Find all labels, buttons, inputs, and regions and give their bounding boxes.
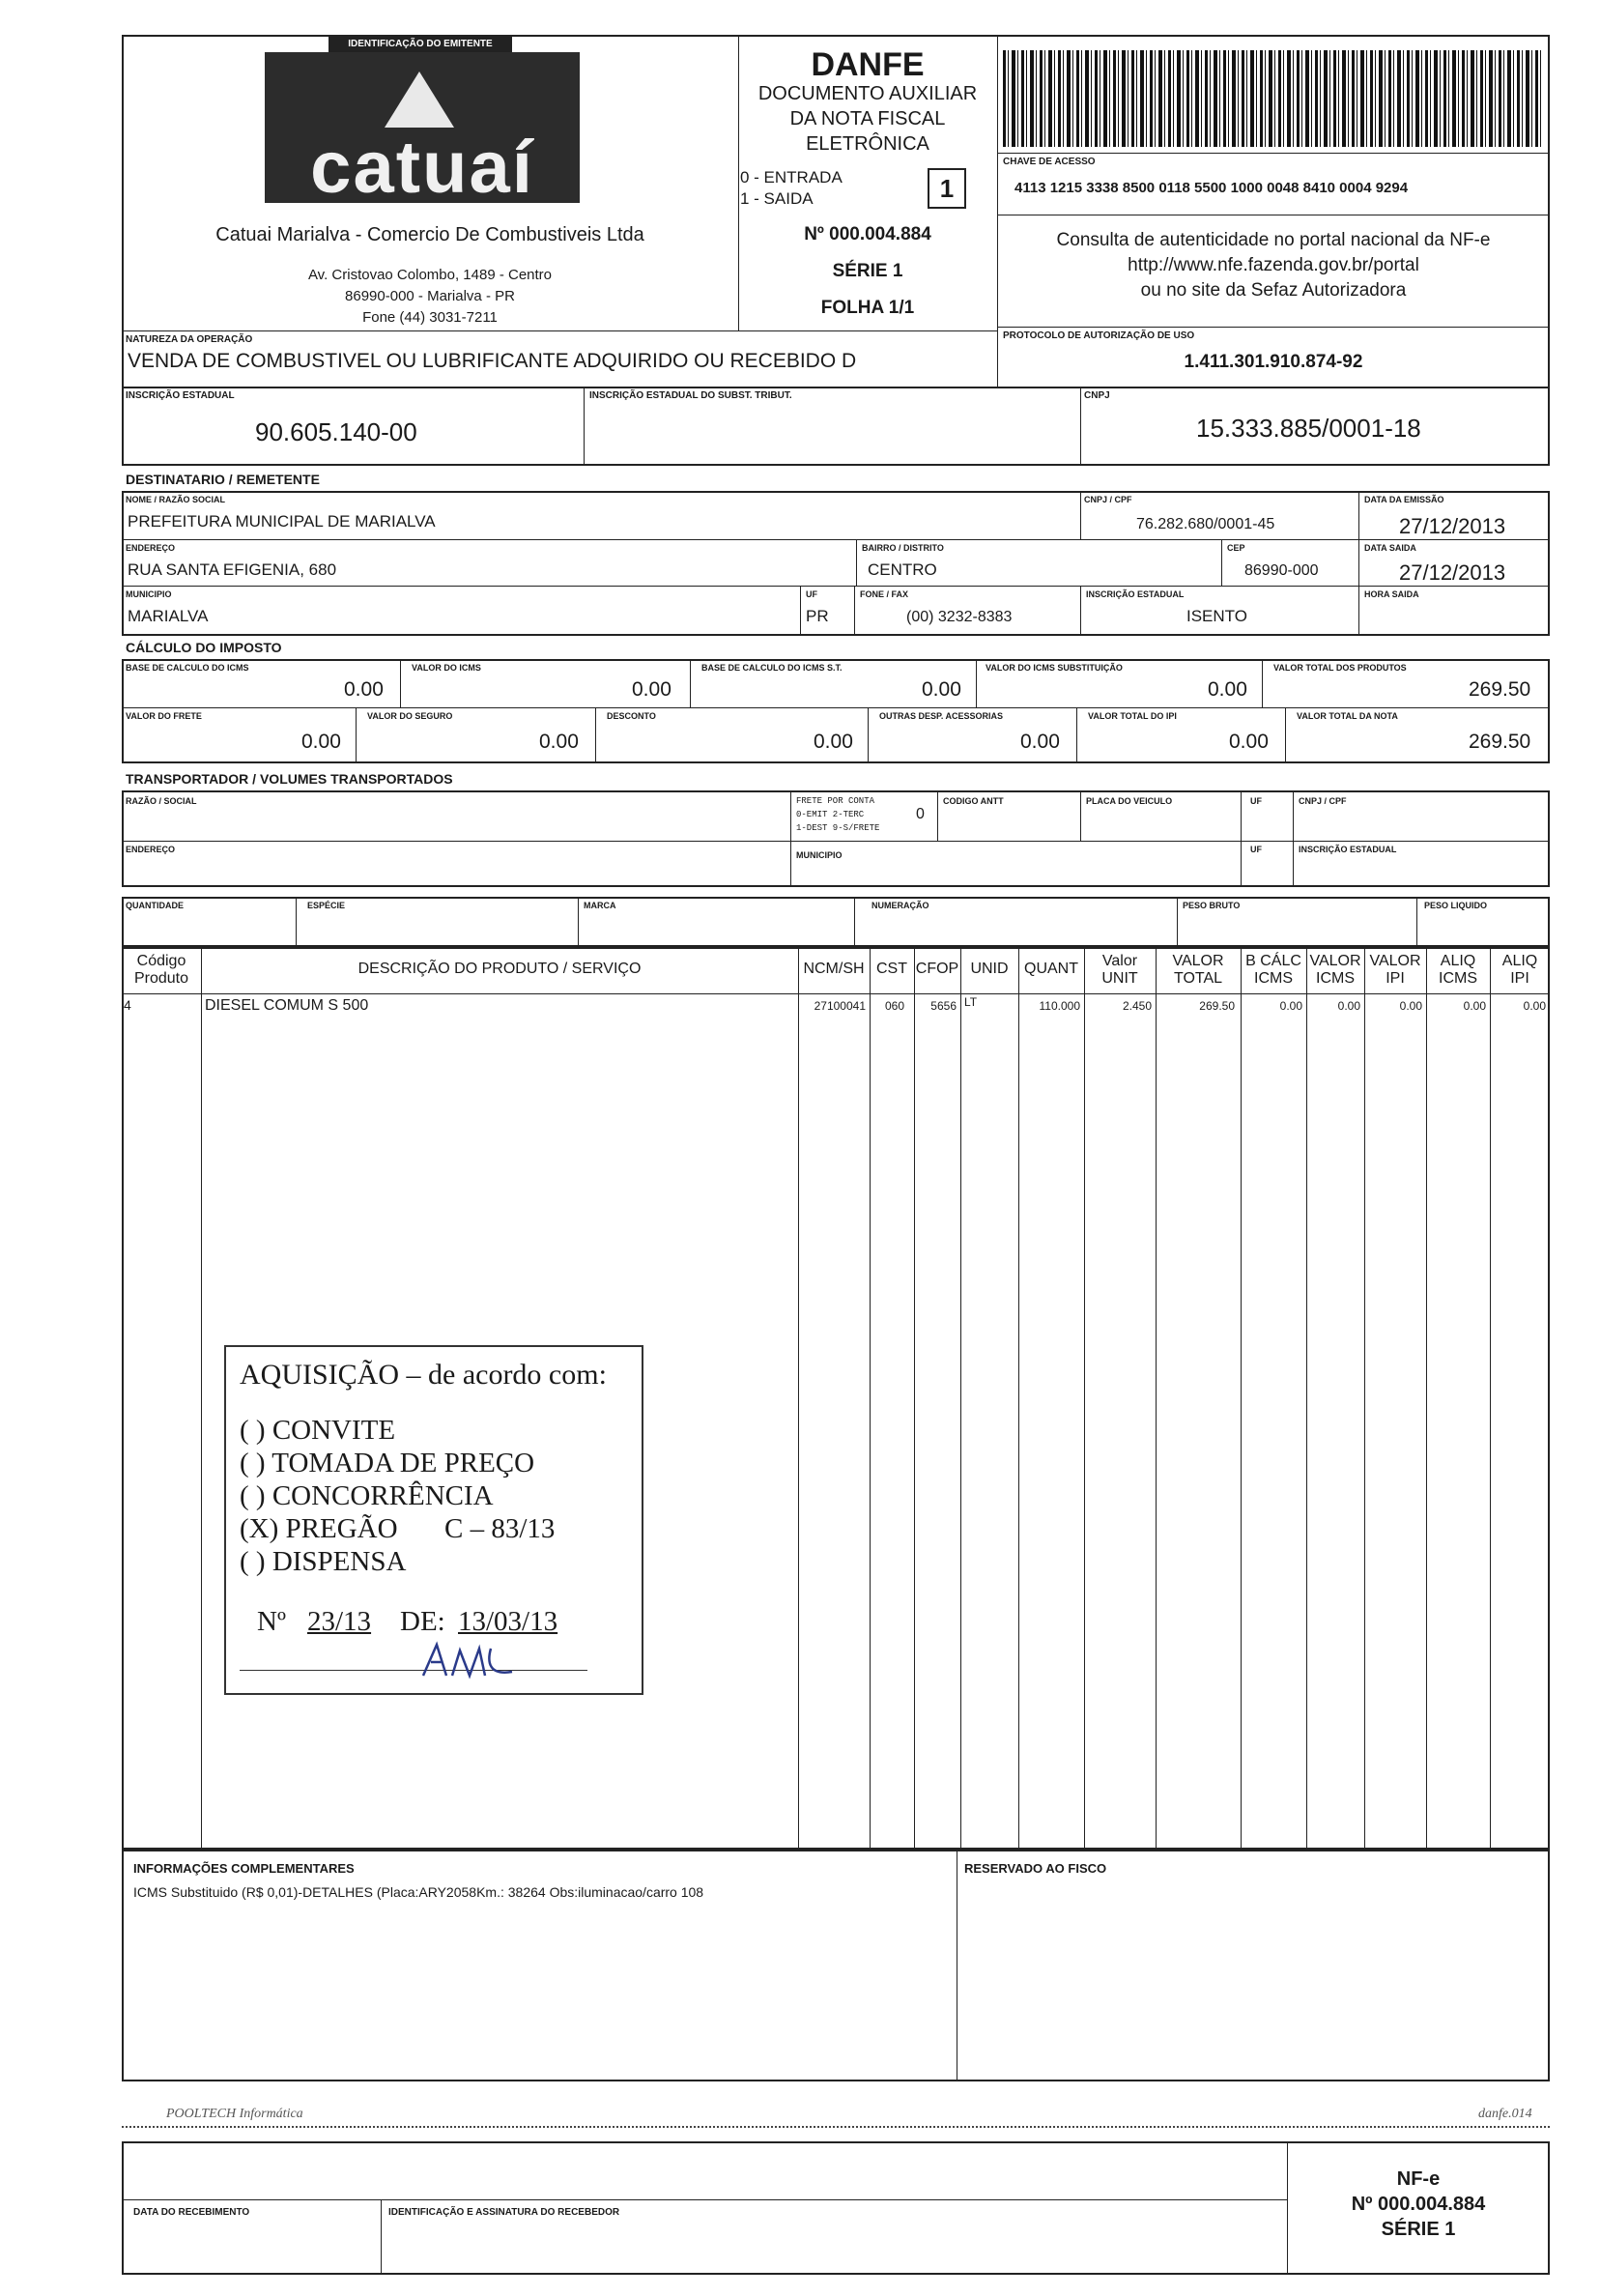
emitente-razao-social: Catuai Marialva - Comercio De Combustiveis Ltda bbox=[215, 224, 644, 245]
row-vipi: 0.00 bbox=[1399, 999, 1422, 1013]
stamp-option-convite: ( ) CONVITE bbox=[240, 1415, 396, 1446]
dest-hora-saida-label: HORA SAIDA bbox=[1364, 589, 1419, 599]
col-aliq-icms-header: ALIQ ICMS bbox=[1439, 953, 1477, 987]
stamp-num: 23/13 bbox=[307, 1606, 372, 1637]
chave-label: CHAVE DE ACESSO bbox=[1003, 157, 1096, 167]
emitente-cep-cidade: 86990-000 - Marialva - PR bbox=[345, 288, 515, 304]
complementares-label: INFORMAÇÕES COMPLEMENTARES bbox=[133, 1861, 355, 1876]
transp-ie-label: INSCRIÇÃO ESTADUAL bbox=[1299, 845, 1397, 854]
row-descricao: DIESEL COMUM S 500 bbox=[205, 997, 369, 1014]
canhoto-serie: SÉRIE 1 bbox=[1381, 2219, 1456, 2240]
seguro-label: VALOR DO SEGURO bbox=[367, 711, 453, 721]
desconto-label: DESCONTO bbox=[607, 711, 656, 721]
natureza-value: VENDA DE COMBUSTIVEL OU LUBRIFICANTE ADQUIRIDO OU RECEBIDO D bbox=[128, 350, 857, 372]
danfe-tipo-box: 1 bbox=[928, 168, 966, 209]
v-nota-value: 269.50 bbox=[1469, 731, 1531, 753]
dest-endereco: RUA SANTA EFIGENIA, 680 bbox=[128, 560, 337, 579]
dest-ie-label: INSCRIÇÃO ESTADUAL bbox=[1086, 589, 1185, 599]
data-recebimento-label: DATA DO RECEBIMENTO bbox=[133, 2207, 250, 2218]
row-vtotal: 269.50 bbox=[1199, 999, 1235, 1013]
emitente-cnpj-value: 15.333.885/0001-18 bbox=[1196, 414, 1421, 443]
danfe-entrada: 0 - ENTRADA bbox=[740, 168, 843, 187]
dest-nome-label: NOME / RAZÃO SOCIAL bbox=[126, 495, 225, 504]
especie-label: ESPÉCIE bbox=[307, 901, 346, 910]
stamp-pregao-code: C – 83/13 bbox=[444, 1513, 556, 1544]
ie-label: INSCRIÇÃO ESTADUAL bbox=[126, 390, 235, 401]
natureza-label: NATUREZA DA OPERAÇÃO bbox=[126, 334, 253, 345]
row-ncm: 27100041 bbox=[814, 999, 866, 1013]
col-aliq-ipi-header: ALIQ IPI bbox=[1501, 953, 1538, 987]
bc-icms-value: 0.00 bbox=[344, 678, 384, 701]
danfe-subtitle-1: DOCUMENTO AUXILIAR bbox=[757, 83, 978, 104]
frete-por-conta-value: 0 bbox=[916, 806, 925, 822]
emitente-endereco: Av. Cristovao Colombo, 1489 - Centro bbox=[307, 267, 553, 283]
danfe-numero: Nº 000.004.884 bbox=[804, 224, 931, 244]
dest-cnpj-label: CNPJ / CPF bbox=[1084, 495, 1132, 504]
stamp-title: AQUISIÇÃO – de acordo com: bbox=[240, 1359, 607, 1391]
consulta-line1: Consulta de autenticidade no portal nacional da NF-e bbox=[1056, 230, 1491, 250]
dest-data-emissao-label: DATA DA EMISSÃO bbox=[1364, 495, 1444, 504]
dest-municipio-label: MUNICIPIO bbox=[126, 589, 172, 599]
dest-data-saida: 27/12/2013 bbox=[1399, 560, 1506, 585]
col-descricao-header: DESCRIÇÃO DO PRODUTO / SERVIÇO bbox=[357, 961, 642, 977]
v-st-label: VALOR DO ICMS SUBSTITUIÇÃO bbox=[986, 663, 1123, 673]
col-cfop-header: CFOP bbox=[915, 961, 959, 977]
col-vipi-header: VALOR IPI bbox=[1369, 953, 1421, 987]
dest-fone-label: FONE / FAX bbox=[860, 589, 909, 599]
desconto-value: 0.00 bbox=[814, 731, 853, 753]
v-st-value: 0.00 bbox=[1208, 678, 1247, 701]
frete-por-conta-line3: 1-DEST 9-S/FRETE bbox=[796, 823, 880, 833]
row-aliq-ipi: 0.00 bbox=[1523, 999, 1546, 1013]
codigo-antt-label: CODIGO ANTT bbox=[943, 796, 1004, 806]
bc-st-label: BASE DE CALCULO DO ICMS S.T. bbox=[701, 663, 843, 673]
marca-label: MARCA bbox=[584, 901, 616, 910]
v-icms-label: VALOR DO ICMS bbox=[412, 663, 481, 673]
col-ncm-header: NCM/SH bbox=[803, 961, 865, 977]
row-quant: 110.000 bbox=[1039, 999, 1080, 1013]
v-icms-value: 0.00 bbox=[632, 678, 671, 701]
danfe-ref: danfe.014 bbox=[1478, 2107, 1532, 2121]
seguro-value: 0.00 bbox=[539, 731, 579, 753]
stamp-data: 13/03/13 bbox=[458, 1606, 558, 1637]
danfe-subtitle-3: ELETRÔNICA bbox=[806, 133, 929, 155]
dest-data-saida-label: DATA SAIDA bbox=[1364, 543, 1416, 553]
bc-icms-label: BASE DE CALCULO DO ICMS bbox=[126, 663, 249, 673]
placa-label: PLACA DO VEICULO bbox=[1086, 796, 1173, 806]
destinatario-section-title: DESTINATARIO / REMETENTE bbox=[126, 472, 320, 487]
dest-cep: 86990-000 bbox=[1244, 562, 1319, 579]
dest-uf: PR bbox=[806, 607, 829, 625]
row-unid: LT bbox=[964, 995, 978, 1009]
dest-municipio: MARIALVA bbox=[128, 607, 209, 625]
danfe-title: DANFE bbox=[811, 46, 925, 83]
peso-bruto-label: PESO BRUTO bbox=[1183, 901, 1241, 910]
col-cst-header: CST bbox=[876, 961, 907, 977]
row-bc-icms: 0.00 bbox=[1279, 999, 1302, 1013]
protocolo-label: PROTOCOLO DE AUTORIZAÇÃO DE USO bbox=[1003, 330, 1195, 341]
transp-razao-label: RAZÃO / SOCIAL bbox=[126, 796, 197, 806]
imposto-section-title: CÁLCULO DO IMPOSTO bbox=[126, 640, 282, 655]
reservado-fisco-label: RESERVADO AO FISCO bbox=[964, 1861, 1107, 1876]
col-bc-icms-header: B CÁLC ICMS bbox=[1245, 953, 1301, 987]
logo-text: catuaí bbox=[310, 127, 534, 209]
chave-barcode bbox=[1003, 50, 1544, 147]
transp-cnpj-label: CNPJ / CPF bbox=[1299, 796, 1347, 806]
frete-por-conta-line2: 0-EMIT 2-TERC bbox=[796, 810, 865, 819]
software-credit: POOLTECH Informática bbox=[166, 2107, 303, 2121]
danfe-saida: 1 - SAIDA bbox=[740, 189, 814, 208]
col-vicms-header: VALOR ICMS bbox=[1309, 953, 1361, 987]
frete-value: 0.00 bbox=[301, 731, 341, 753]
transp-uf2-label: UF bbox=[1250, 845, 1262, 854]
row-codigo: 4 bbox=[124, 997, 131, 1013]
row-vunit: 2.450 bbox=[1122, 999, 1152, 1013]
danfe-serie: SÉRIE 1 bbox=[832, 261, 903, 281]
danfe-folha: FOLHA 1/1 bbox=[820, 298, 915, 318]
dest-fone: (00) 3232-8383 bbox=[906, 609, 1013, 625]
dest-bairro-label: BAIRRO / DISTRITO bbox=[862, 543, 944, 553]
consulta-line2: http://www.nfe.fazenda.gov.br/portal bbox=[1128, 255, 1419, 275]
canhoto-nfe: NF-e bbox=[1396, 2168, 1441, 2190]
bc-st-value: 0.00 bbox=[922, 678, 961, 701]
col-vtotal-header: VALOR TOTAL bbox=[1172, 953, 1224, 987]
outras-value: 0.00 bbox=[1020, 731, 1060, 753]
peso-liquido-label: PESO LIQUIDO bbox=[1424, 901, 1488, 910]
outras-label: OUTRAS DESP. ACESSORIAS bbox=[879, 711, 1004, 721]
transp-municipio-label: MUNICIPIO bbox=[796, 850, 843, 860]
consulta-line3: ou no site da Sefaz Autorizadora bbox=[1140, 280, 1407, 301]
v-nota-label: VALOR TOTAL DA NOTA bbox=[1297, 711, 1398, 721]
stamp-signature bbox=[419, 1637, 516, 1685]
protocolo-value: 1.411.301.910.874-92 bbox=[1184, 352, 1363, 372]
ie-st-label: INSCRIÇÃO ESTADUAL DO SUBST. TRIBUT. bbox=[589, 390, 792, 401]
row-vicms: 0.00 bbox=[1337, 999, 1360, 1013]
assinatura-recebedor-label: IDENTIFICAÇÃO E ASSINATURA DO RECEBEDOR bbox=[388, 2207, 620, 2218]
chave-value: 4113 1215 3338 8500 0118 5500 1000 0048 8410 0004 9294 bbox=[1014, 180, 1409, 196]
aquisicao-stamp bbox=[224, 1345, 643, 1695]
emitente-label-tab: IDENTIFICAÇÃO DO EMITENTE bbox=[329, 37, 512, 52]
quantidade-label: QUANTIDADE bbox=[126, 901, 184, 910]
stamp-signature-line bbox=[240, 1670, 587, 1671]
complementares-text: ICMS Substituido (R$ 0,01)-DETALHES (Placa:ARY2058Km.: 38264 Obs:iluminacao/carro 108 bbox=[133, 1884, 704, 1900]
dest-cep-label: CEP bbox=[1227, 543, 1245, 553]
emitente-fone: Fone (44) 3031-7211 bbox=[362, 309, 498, 326]
numeracao-label: NUMERAÇÃO bbox=[871, 901, 929, 910]
danfe-subtitle-2: DA NOTA FISCAL bbox=[789, 108, 946, 129]
col-quant-header: QUANT bbox=[1024, 961, 1078, 977]
stamp-num-label: Nº bbox=[257, 1606, 286, 1637]
ipi-value: 0.00 bbox=[1229, 731, 1269, 753]
frete-por-conta-line1: FRETE POR CONTA bbox=[796, 796, 875, 806]
dest-ie: ISENTO bbox=[1186, 607, 1247, 625]
col-unid-header: UNID bbox=[970, 961, 1009, 977]
dest-cnpj: 76.282.680/0001-45 bbox=[1136, 516, 1275, 532]
row-cfop: 5656 bbox=[930, 999, 957, 1013]
stamp-de-label: DE: bbox=[400, 1606, 445, 1637]
cut-line bbox=[122, 2126, 1550, 2128]
transp-endereco-label: ENDEREÇO bbox=[126, 845, 176, 854]
dest-data-emissao: 27/12/2013 bbox=[1399, 514, 1506, 538]
dest-uf-label: UF bbox=[806, 589, 817, 599]
dest-bairro: CENTRO bbox=[868, 560, 937, 579]
emitente-cnpj-label: CNPJ bbox=[1084, 390, 1110, 401]
dest-endereco-label: ENDEREÇO bbox=[126, 543, 176, 553]
logo-figure-icon bbox=[385, 72, 454, 128]
transportador-section-title: TRANSPORTADOR / VOLUMES TRANSPORTADOS bbox=[126, 771, 453, 787]
stamp-option-dispensa: ( ) DISPENSA bbox=[240, 1546, 407, 1577]
row-aliq-icms: 0.00 bbox=[1463, 999, 1486, 1013]
v-prod-value: 269.50 bbox=[1469, 678, 1531, 701]
row-cst: 060 bbox=[884, 999, 904, 1013]
transp-uf-label: UF bbox=[1250, 796, 1262, 806]
col-codigo-header: Código Produto bbox=[133, 953, 189, 987]
stamp-option-concorrencia: ( ) CONCORRÊNCIA bbox=[240, 1480, 494, 1511]
frete-label: VALOR DO FRETE bbox=[126, 711, 202, 721]
ie-value: 90.605.140-00 bbox=[255, 417, 417, 446]
stamp-option-tomada: ( ) TOMADA DE PREÇO bbox=[240, 1448, 535, 1478]
canhoto-numero: Nº 000.004.884 bbox=[1351, 2194, 1486, 2215]
v-prod-label: VALOR TOTAL DOS PRODUTOS bbox=[1273, 663, 1407, 673]
stamp-option-pregao: (X) PREGÃO bbox=[240, 1513, 398, 1544]
ipi-label: VALOR TOTAL DO IPI bbox=[1088, 711, 1177, 721]
col-vunit-header: Valor UNIT bbox=[1101, 953, 1138, 987]
dest-nome: PREFEITURA MUNICIPAL DE MARIALVA bbox=[128, 512, 436, 531]
